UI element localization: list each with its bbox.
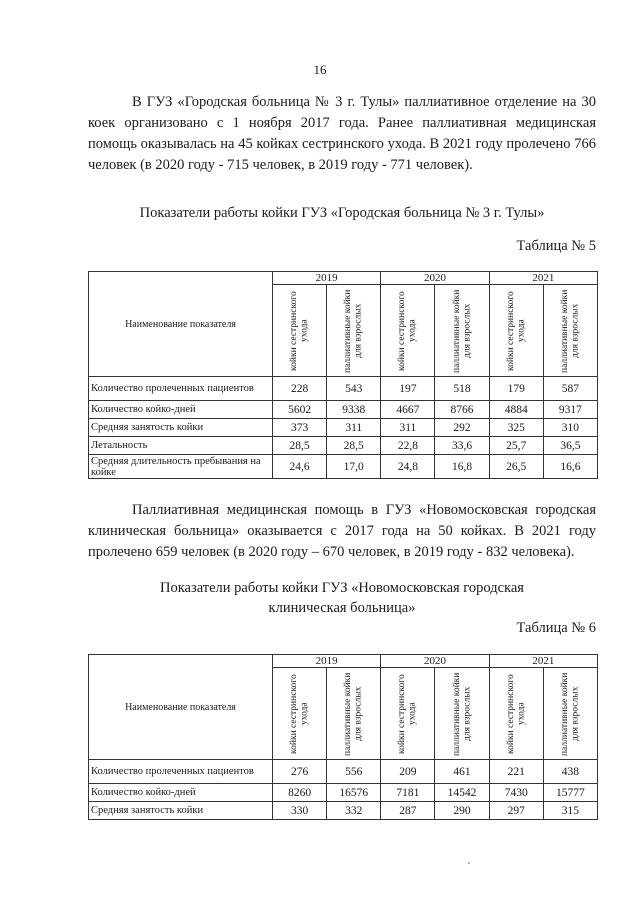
cell: 14542 [435, 784, 489, 802]
table-row [89, 401, 598, 419]
cell: 543 [327, 377, 381, 401]
row-label: Летальность [89, 437, 273, 455]
paragraph-novomoskovsk: Паллиативная медицинская помощь в ГУЗ «Новомосковская городская клиническая больница» оказывается с 2017 года на 50 койках. В 2021 году пролечено 659 человек (в 2020 году – 670 человек, в 2019 году - 832 человека). [88, 502, 596, 560]
cell: 15777 [543, 784, 597, 802]
table6 [88, 654, 598, 820]
cell: 292 [435, 419, 489, 437]
cell: 28,5 [273, 437, 327, 455]
table6-subheader: койки сестринского ухода [273, 668, 327, 760]
cell: 17,0 [327, 455, 381, 479]
cell: 311 [381, 419, 435, 437]
cell: 24,8 [381, 455, 435, 479]
cell: 287 [381, 802, 435, 820]
cell: 9317 [543, 401, 597, 419]
row-label: Количество койко-дней [89, 784, 273, 802]
cell: 461 [435, 760, 489, 784]
table6-year-header: 2020 [381, 655, 489, 668]
cell: 315 [543, 802, 597, 820]
cell: 311 [327, 419, 381, 437]
cell: 197 [381, 377, 435, 401]
table5-number: Таблица № 5 [516, 238, 596, 254]
table6-year-header: 2019 [273, 655, 381, 668]
row-label: Количество койко-дней [89, 401, 273, 419]
table6-number: Таблица № 6 [516, 620, 596, 636]
row-label: Средняя длительность пребывания на койке [89, 455, 273, 479]
table5-year-header: 2019 [273, 272, 381, 285]
page-number: 16 [313, 62, 327, 77]
table-row [89, 802, 598, 820]
cell: 438 [543, 760, 597, 784]
table5-year-header: 2021 [489, 272, 597, 285]
table5-subheader: паллиативные койки для взрослых [543, 285, 597, 377]
cell: 28,5 [327, 437, 381, 455]
cell: 8260 [273, 784, 327, 802]
table6-caption-line1: Показатели работы койки ГУЗ «Новомосковская городская [160, 580, 524, 596]
cell: 228 [273, 377, 327, 401]
cell: 22,8 [381, 437, 435, 455]
table-row [89, 419, 598, 437]
table6-caption-line2: клиническая больница» [268, 600, 416, 616]
scan-speck [468, 862, 470, 864]
table-row [89, 437, 598, 455]
cell: 332 [327, 802, 381, 820]
cell: 518 [435, 377, 489, 401]
cell: 7430 [489, 784, 543, 802]
cell: 8766 [435, 401, 489, 419]
table5-subheader: паллиативные койки для взрослых [327, 285, 381, 377]
table5-subheader: койки сестринского ухода [273, 285, 327, 377]
table-row [89, 377, 598, 401]
cell: 26,5 [489, 455, 543, 479]
table6-subheader: паллиативные койки для взрослых [435, 668, 489, 760]
table5-caption: Показатели работы койки ГУЗ «Городская больница № 3 г. Тулы» [139, 205, 545, 221]
table5-subheader: койки сестринского ухода [381, 285, 435, 377]
table-row [89, 784, 598, 802]
table6-subheader: паллиативные койки для взрослых [543, 668, 597, 760]
table6-subheader: койки сестринского ухода [381, 668, 435, 760]
cell: 310 [543, 419, 597, 437]
cell: 276 [273, 760, 327, 784]
cell: 325 [489, 419, 543, 437]
table5-name-header: Наименование показателя [89, 272, 273, 377]
table5 [88, 271, 598, 479]
cell: 16,6 [543, 455, 597, 479]
cell: 179 [489, 377, 543, 401]
cell: 556 [327, 760, 381, 784]
table5-year-header: 2020 [381, 272, 489, 285]
table6-name-header: Наименование показателя [89, 655, 273, 760]
cell: 297 [489, 802, 543, 820]
row-label: Количество пролеченных пациентов [89, 760, 273, 784]
cell: 25,7 [489, 437, 543, 455]
table5-subheader: паллиативные койки для взрослых [435, 285, 489, 377]
cell: 4884 [489, 401, 543, 419]
cell: 24,6 [273, 455, 327, 479]
cell: 36,5 [543, 437, 597, 455]
cell: 221 [489, 760, 543, 784]
cell: 373 [273, 419, 327, 437]
cell: 587 [543, 377, 597, 401]
table-row [89, 455, 598, 479]
cell: 290 [435, 802, 489, 820]
table5-subheader: койки сестринского ухода [489, 285, 543, 377]
cell: 33,6 [435, 437, 489, 455]
cell: 7181 [381, 784, 435, 802]
cell: 5602 [273, 401, 327, 419]
cell: 16,8 [435, 455, 489, 479]
cell: 330 [273, 802, 327, 820]
table6-subheader: койки сестринского ухода [489, 668, 543, 760]
row-label: Средняя занятость койки [89, 419, 273, 437]
cell: 9338 [327, 401, 381, 419]
cell: 16576 [327, 784, 381, 802]
cell: 4667 [381, 401, 435, 419]
table6-subheader: паллиативные койки для взрослых [327, 668, 381, 760]
table6-year-header: 2021 [489, 655, 597, 668]
table-row [89, 760, 598, 784]
cell: 209 [381, 760, 435, 784]
paragraph-hospital-3: В ГУЗ «Городская больница № 3 г. Тулы» паллиативное отделение на 30 коек организовано с 1 ноября 2017 года. Ранее паллиативная медицинская помощь оказывалась на 45 койках сестринского ухода. В 2021 году пролечено 766 человек (в 2020 году - 715 человек, в 2019 году - 771 человек). [88, 94, 596, 173]
row-label: Средняя занятость койки [89, 802, 273, 820]
row-label: Количество пролеченных пациентов [89, 377, 273, 401]
